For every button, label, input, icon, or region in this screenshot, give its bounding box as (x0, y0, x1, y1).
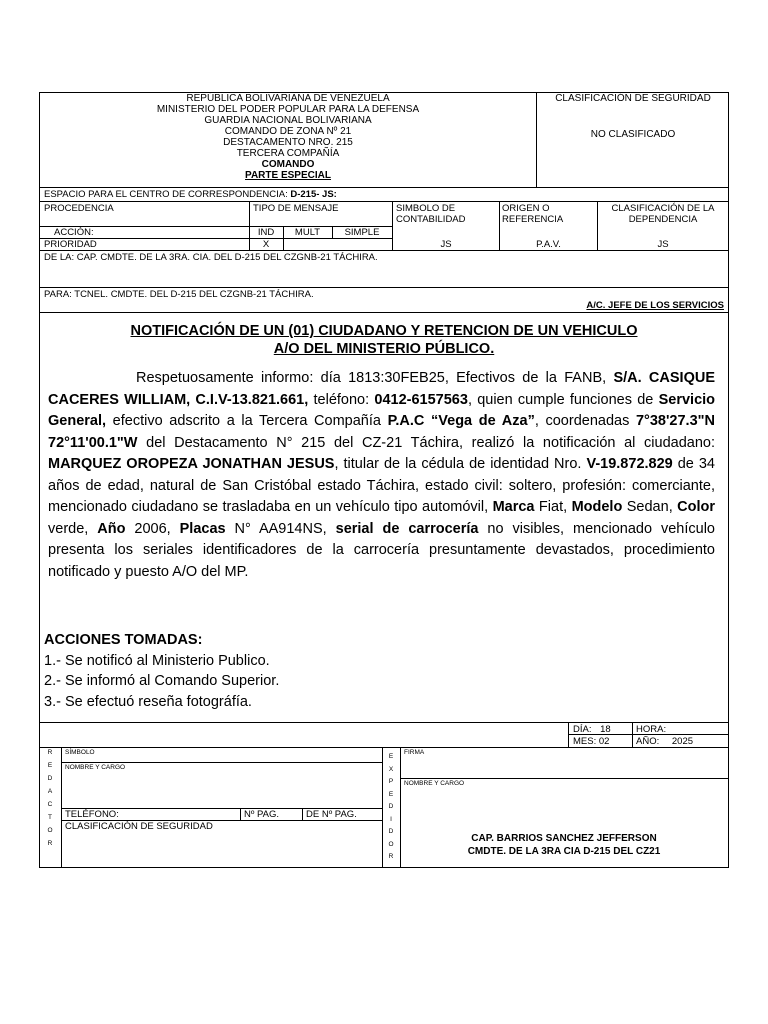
simple-label: SIMPLE (344, 227, 380, 238)
body-bold: Marca (492, 499, 535, 515)
list-item: 3.- Se efectuó reseña fotográfía. (44, 693, 252, 710)
document-title (40, 322, 728, 358)
simbolo-label: SÍMBOLO (65, 749, 95, 756)
ano-field (636, 736, 693, 747)
security-classification-label: CLASIFICACIÓN DE SEGURIDAD (555, 93, 711, 104)
divider (382, 747, 383, 867)
correspondence-row (44, 189, 337, 200)
report-paragraph (48, 368, 715, 583)
correspondence-value: D-215- JS: (290, 189, 337, 200)
vertical-letter: C (47, 801, 53, 808)
body-text: Fiat, (534, 499, 572, 515)
divider (400, 778, 728, 779)
vertical-letter: E (388, 790, 394, 798)
institution-header (40, 93, 536, 181)
de-la-field: DE LA: CAP. CMDTE. DE LA 3RA. CIA. DEL D-215 DEL CZGNB-21 TÁCHIRA. (44, 252, 378, 263)
divider (302, 808, 303, 820)
dia-field (573, 724, 611, 735)
body-text: del Destacamento N° 215 del CZ-21 Táchira, realizó la notificación al ciudadano: (137, 434, 715, 451)
firma-label: FIRMA (404, 749, 425, 756)
body-text: de 34 años de edad, natural de San Cristóbal estado Táchira, estado civil: soltero, profesión: comerciante, mencionado ciudadano se trasladaba en un vehículo tipo automóvil, (48, 456, 715, 515)
vertical-letter: R (47, 749, 53, 756)
signer-position: CMDTE. DE LA 3RA CIA D-215 DEL CZ21 (467, 846, 661, 857)
para-field: PARA: TCNEL. CMDTE. DEL D-215 DEL CZGNB-21 TÁCHIRA. (44, 289, 314, 300)
divider (40, 312, 728, 313)
correspondence-label: ESPACIO PARA EL CENTRO DE CORRESPONDENCIA: (44, 189, 288, 200)
redactor-nombre-cargo-label: NOMBRE Y CARGO (65, 764, 126, 771)
vertical-letter: D (47, 775, 53, 782)
vertical-letter: E (47, 762, 53, 769)
header-line: DESTACAMENTO NRO. 215 (223, 137, 353, 148)
header-comando: COMANDO (261, 159, 315, 170)
divider (61, 747, 62, 867)
header-parte-especial: PARTE ESPECIAL (245, 170, 331, 181)
vertical-letter: T (48, 814, 52, 821)
vertical-letter: O (47, 827, 53, 834)
body-bold: V-19.872.829 (586, 456, 673, 472)
body-text: N° AA914NS, (225, 520, 336, 537)
body-text: , quien cumple funciones de (467, 391, 659, 408)
body-text: 2006, (125, 520, 180, 537)
body-text: efectivo adscrito a la Tercera Compañía (106, 413, 388, 429)
body-text: no visibles, mencionado vehículo presenta los seriales identificadores de la carrocería presuntamente devastados, procedimiento notificado y puesto A/O del MP. (48, 520, 715, 580)
body-bold: P.A.C “Vega de Aza” (387, 413, 535, 429)
body-bold: 7°38'27.3"N 72°11'00.1"W (48, 413, 715, 451)
acciones-tomadas (44, 630, 704, 712)
title-line: NOTIFICACIÓN DE UN (01) CIUDADANO Y RETENCION DE UN VEHICULO (130, 323, 638, 339)
body-text: Sedan, (622, 499, 678, 515)
simbolo-value: JS (440, 239, 452, 250)
n-pag-label: Nº PAG. (244, 809, 279, 820)
clasificacion-value: JS (657, 239, 669, 250)
divider (40, 201, 728, 202)
vertical-letter: O (388, 840, 394, 848)
divider (536, 93, 537, 187)
list-item: 2.- Se informó al Comando Superior. (44, 673, 280, 689)
vertical-letter: D (388, 828, 394, 835)
dia-label: DÍA: (573, 724, 592, 735)
telefono-label: TELÉFONO: (65, 809, 119, 820)
header-line: COMANDO DE ZONA Nº 21 (224, 126, 352, 137)
header-line: TERCERA COMPAÑÍA (236, 148, 340, 159)
body-bold: serial de carrocería (335, 520, 479, 537)
vertical-letter: X (388, 765, 394, 773)
body-bold: Placas (179, 520, 226, 537)
expedidor-nombre-cargo-label: NOMBRE Y CARGO (404, 780, 465, 787)
divider (40, 747, 728, 748)
vertical-letter: P (388, 778, 394, 785)
attention-line: A/C. JEFE DE LOS SERVICIOS (586, 300, 724, 311)
ind-label: IND (257, 227, 275, 238)
mes-field (573, 736, 609, 747)
origen-value: P.A.V. (536, 239, 561, 250)
list-item: 1.- Se notificó al Ministerio Publico. (44, 652, 270, 669)
accion-label: ACCIÓN: (54, 227, 94, 238)
body-text: verde, (48, 520, 98, 537)
tipo-mensaje-label: TIPO DE MENSAJE (253, 203, 339, 214)
divider (40, 250, 728, 251)
acciones-title: ACCIONES TOMADAS: (44, 632, 203, 648)
dia-value: 18 (600, 724, 611, 735)
header-line: MINISTERIO DEL PODER POPULAR PARA LA DEFENSA (156, 104, 420, 115)
body-text: Respetuosamente informo: día 1813:30FEB25, Efectivos de la FANB, (136, 370, 614, 386)
body-bold: 0412-6157563 (374, 391, 468, 408)
security-classification-value: NO CLASIFICADO (590, 129, 676, 140)
body-bold: Año (97, 520, 126, 537)
header-line: GUARDIA NACIONAL BOLIVARIANA (204, 115, 372, 126)
vertical-letter: I (390, 815, 392, 823)
body-text: , titular de la cédula de identidad Nro. (334, 456, 587, 472)
body-bold: Servicio General, (48, 391, 716, 429)
divider (61, 762, 382, 763)
divider (40, 722, 728, 723)
signer-name: CAP. BARRIOS SANCHEZ JEFFERSON (471, 833, 657, 844)
title-line: A/O DEL MINISTERIO PÚBLICO. (273, 341, 495, 357)
clasificacion-dependencia-label: CLASIFICACIÓN DE LA DEPENDENCIA (611, 203, 715, 225)
vertical-letter: A (47, 788, 53, 795)
procedencia-label: PROCEDENCIA (44, 203, 114, 214)
hora-label: HORA: (636, 724, 667, 735)
redactor-vertical-label (44, 747, 56, 851)
body-text: teléfono: (308, 391, 375, 408)
vertical-letter: D (388, 803, 394, 810)
simbolo-contabilidad-label: SIMBOLO DE CONTABILIDAD (396, 203, 466, 225)
parte-especial-form (39, 92, 729, 868)
ano-value: 2025 (671, 736, 694, 747)
vertical-letter: R (388, 853, 394, 860)
header-line: REPÚBLICA BOLIVARIANA DE VENEZUELA (186, 93, 390, 104)
vertical-letter: E (388, 753, 394, 760)
body-bold: S/A. CASIQUE CACERES WILLIAM, C.I.V-13.821.661, (48, 370, 715, 408)
body-text: , coordenadas (534, 413, 636, 429)
mes-value: 02 (598, 736, 610, 747)
redactor-clasificacion-label: CLASIFICACIÓN DE SEGURIDAD (65, 821, 213, 832)
divider (40, 187, 728, 188)
divider (40, 287, 728, 288)
prioridad-label: PRIORIDAD (44, 239, 97, 250)
mes-label: MES: (573, 736, 597, 747)
report-body (48, 368, 715, 583)
ano-label: AÑO: (636, 736, 660, 747)
body-bold: MARQUEZ OROPEZA JONATHAN JESUS (48, 456, 335, 472)
de-n-pag-label: DE Nº PAG. (306, 809, 357, 820)
mult-label: MULT (294, 227, 321, 238)
body-bold: Color (677, 499, 716, 515)
divider (240, 808, 241, 820)
body-bold: Modelo (571, 499, 623, 515)
origen-referencia-label: ORIGEN O REFERENCIA (502, 203, 564, 225)
vertical-letter: R (47, 840, 53, 847)
ind-mark: X (262, 239, 270, 250)
expedidor-vertical-label (385, 751, 397, 864)
